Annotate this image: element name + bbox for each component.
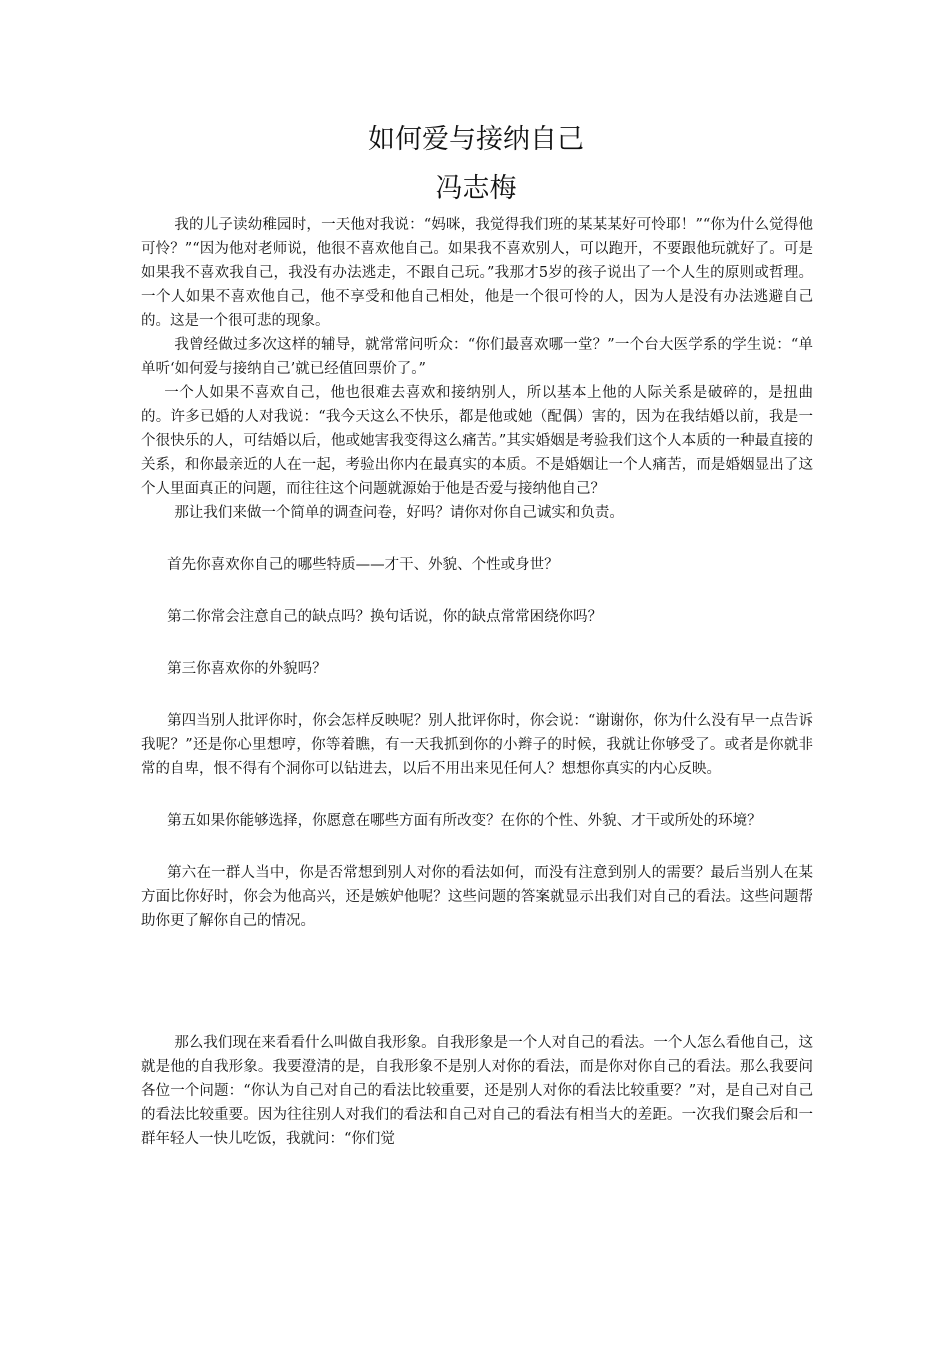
paragraph: 那让我们来做一个简单的调查问卷，好吗？请你对你自己诚实和负责。 (174, 505, 624, 521)
document-body (141, 213, 813, 1151)
survey-question: 首先你喜欢你自己的哪些特质——才干、外貌、个性或身世？ (167, 557, 559, 573)
paragraph: 我曾经做过多次这样的辅导，就常常问听众：“你们最喜欢哪一堂？”一个台大医学系的学生说：“单单听‘如何爱与接纳自己’就已经值回票价了。” (141, 337, 813, 377)
document-title: 如何爱与接纳自己 (368, 124, 584, 155)
paragraph: 我的儿子读幼稚园时，一天他对我说：“妈咪，我觉得我们班的某某某好可怜耶！”“你为什么觉得他可怜？”“因为他对老师说，他很不喜欢他自己。如果我不喜欢别人，可以跑开，不要跟他玩就好了。可是如果我不喜欢我自己，我没有办法逃走，不跟自己玩。”我那才5岁的孩子说出了一个人生的原则或哲理。一个人如果不喜欢他自己，他不享受和他自己相处，他是一个很可怜的人，因为人是没有办法逃避自己的。这是一个很可悲的现象。 (141, 217, 813, 329)
survey-question: 第三你喜欢你的外貌吗？ (167, 661, 327, 677)
document-author: 冯志梅 (435, 173, 517, 204)
survey-question: 第五如果你能够选择，你愿意在哪些方面有所改变？在你的个性、外貌、才干或所处的环境？ (167, 813, 762, 829)
paragraph: 一个人如果不喜欢自己，他也很难去喜欢和接纳别人，所以基本上他的人际关系是破碎的，是扭曲的。许多已婚的人对我说：“我今天这么不快乐，都是他或她（配偶）害的，因为在我结婚以前，我是一个很快乐的人，可结婚以后，他或她害我变得这么痛苦。”其实婚姻是考验我们这个人本质的一种最直接的关系，和你最亲近的人在一起，考验出你内在最真实的本质。不是婚姻让一个人痛苦，而是婚姻显出了这个人里面真正的问题，而往往这个问题就源始于他是否爱与接纳他自己？ (141, 385, 813, 497)
survey-question: 第六在一群人当中，你是否常想到别人对你的看法如何，而没有注意到别人的需要？最后当别人在某方面比你好时，你会为他高兴，还是嫉妒他呢？这些问题的答案就显示出我们对自己的看法。这些问题帮助你更了解你自己的情况。 (141, 865, 813, 929)
paragraph: 那么我们现在来看看什么叫做自我形象。自我形象是一个人对自己的看法。一个人怎么看他自己，这就是他的自我形象。我要澄清的是，自我形象不是别人对你的看法，而是你对你自己的看法。那么我要问各位一个问题：“你认为自己对自己的看法比较重要，还是别人对你的看法比较重要？”对，是自己对自己的看法比较重要。因为往往别人对我们的看法和自己对自己的看法有相当大的差距。一次我们聚会后和一群年轻人一快儿吃饭，我就问：“你们觉 (141, 1035, 813, 1147)
survey-question: 第二你常会注意自己的缺点吗？换句话说，你的缺点常常困绕你吗？ (167, 609, 603, 625)
survey-question: 第四当别人批评你时，你会怎样反映呢？别人批评你时，你会说：“谢谢你，你为什么没有早一点告诉我呢？”还是你心里想哼，你等着瞧，有一天我抓到你的小辫子的时候，我就让你够受了。或者是你就非常的自卑，恨不得有个洞你可以钻进去，以后不用出来见任何人？想想你真实的内心反映。 (141, 713, 813, 777)
